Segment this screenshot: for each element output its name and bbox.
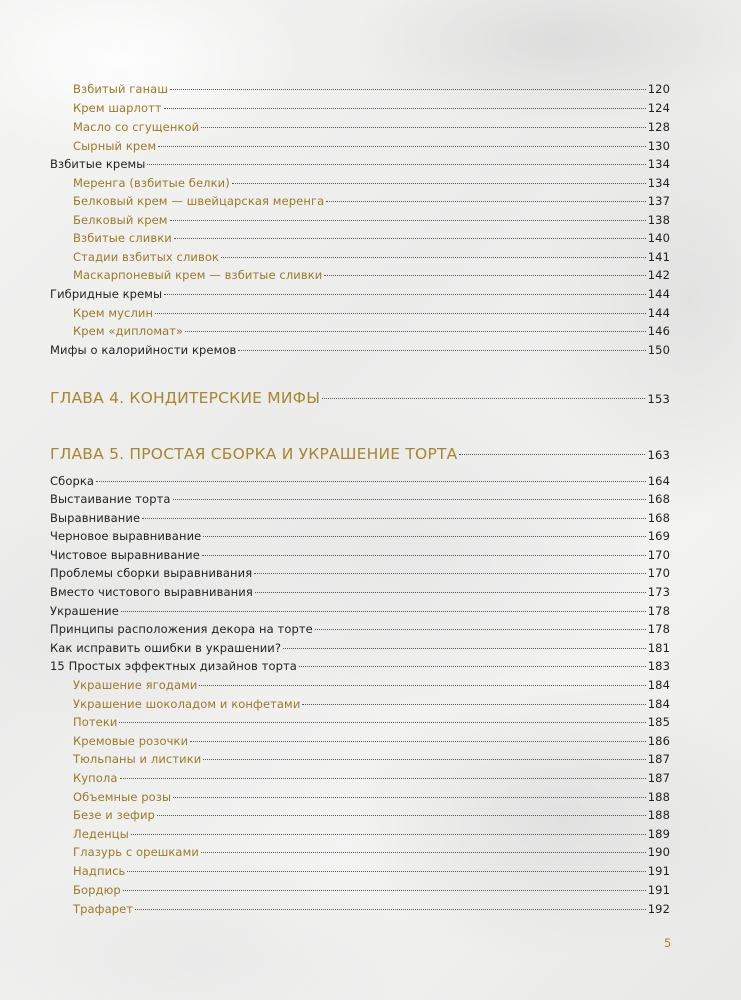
- toc-entry[interactable]: [50, 659, 670, 674]
- toc-entry-title: Надпись: [73, 864, 126, 878]
- toc-entry-page: 164: [647, 474, 670, 488]
- toc-entry-page: 184: [647, 678, 670, 692]
- chapter-5-heading[interactable]: [50, 445, 670, 463]
- dot-leader: [170, 89, 646, 90]
- toc-entry-page: 170: [647, 566, 670, 580]
- toc-entry-page: 124: [647, 101, 670, 115]
- toc-entry-page: 191: [647, 864, 670, 878]
- dot-leader: [185, 331, 646, 332]
- toc-entry-title: Чистовое выравнивание: [50, 548, 200, 562]
- toc-entry-page: 137: [647, 194, 670, 208]
- toc-entry[interactable]: [73, 790, 670, 805]
- dot-leader: [147, 164, 645, 165]
- toc-entry-page: 170: [647, 548, 670, 562]
- toc-entry-title: Кремовые розочки: [73, 734, 189, 748]
- toc-entry-title: Выстаивание торта: [50, 492, 171, 506]
- toc-entry-page: 134: [647, 176, 670, 190]
- dot-leader: [120, 778, 646, 779]
- toc-entry[interactable]: [73, 808, 670, 823]
- dot-leader: [158, 146, 646, 147]
- dot-leader: [255, 592, 646, 593]
- toc-entry-title: Мифы о калорийности кремов: [50, 343, 237, 357]
- toc-entry-page: 120: [647, 82, 670, 96]
- toc-entry-page: 191: [647, 883, 670, 897]
- toc-entry-title: Крем «дипломат»: [73, 324, 184, 338]
- toc-entry[interactable]: [50, 604, 670, 619]
- toc-entry-page: 186: [647, 734, 670, 748]
- toc-entry[interactable]: [73, 715, 670, 730]
- dot-leader: [283, 648, 646, 649]
- toc-entry-calorie-myths[interactable]: [50, 343, 670, 358]
- toc-entry[interactable]: [73, 827, 670, 842]
- toc-entry-hybrid-creams[interactable]: [50, 287, 670, 302]
- toc-entry-title: Выравнивание: [50, 511, 141, 525]
- toc-entry-title: Глазурь с орешками: [73, 845, 199, 859]
- chapter-title: ГЛАВА 4. КОНДИТЕРСКИЕ МИФЫ: [50, 389, 321, 407]
- toc-entry[interactable]: [73, 864, 670, 879]
- dot-leader: [119, 722, 645, 723]
- dot-leader: [202, 555, 646, 556]
- dot-leader: [203, 759, 645, 760]
- toc-entry[interactable]: [50, 511, 670, 526]
- toc-entry-page: 173: [647, 585, 670, 599]
- toc-entry-page: 169: [647, 529, 670, 543]
- dot-leader: [221, 257, 646, 258]
- toc-entry[interactable]: [73, 678, 670, 693]
- toc-entry-page: 192: [647, 902, 670, 916]
- toc-entry[interactable]: [50, 492, 670, 507]
- toc-entry-page: 183: [647, 659, 670, 673]
- toc-entry-page: 150: [647, 343, 670, 357]
- chapter-title: ГЛАВА 5. ПРОСТАЯ СБОРКА И УКРАШЕНИЕ ТОРТА: [50, 445, 458, 463]
- dot-leader: [170, 220, 646, 221]
- toc-entry-title: Украшение: [50, 604, 119, 618]
- toc-entry[interactable]: [50, 566, 670, 581]
- toc-entry[interactable]: [73, 194, 670, 209]
- toc-entry-title: Безе и зефир: [73, 808, 155, 822]
- toc-entry-page: 190: [647, 845, 670, 859]
- toc-entry[interactable]: [50, 585, 670, 600]
- dot-leader: [302, 704, 645, 705]
- dot-leader: [164, 294, 646, 295]
- toc-entry[interactable]: [73, 306, 670, 321]
- toc-entry-page: 168: [647, 511, 670, 525]
- toc-entry[interactable]: [73, 101, 670, 116]
- toc-entry[interactable]: [50, 529, 670, 544]
- dot-leader: [232, 183, 646, 184]
- dot-leader: [174, 238, 646, 239]
- dot-leader: [190, 741, 646, 742]
- toc-entry[interactable]: [73, 231, 670, 246]
- toc-entry-page: 141: [647, 250, 670, 264]
- dot-leader: [155, 313, 646, 314]
- toc-entry[interactable]: [50, 548, 670, 563]
- toc-entry-title: Крем шарлотт: [73, 101, 162, 115]
- dot-leader: [315, 629, 646, 630]
- dot-leader: [324, 275, 645, 276]
- dot-leader: [199, 685, 645, 686]
- toc-entry[interactable]: [73, 120, 670, 135]
- toc-entry-title: Украшение ягодами: [73, 678, 198, 692]
- toc-entry-page: 178: [647, 622, 670, 636]
- toc-entry-page: 184: [647, 697, 670, 711]
- dot-leader: [201, 127, 646, 128]
- toc-entry-title: Взбитые кремы: [50, 157, 146, 171]
- dot-leader: [254, 573, 646, 574]
- toc-entry-page: 188: [647, 790, 670, 804]
- toc-entry-title: Крем муслин: [73, 306, 154, 320]
- toc-entry-title: Бордюр: [73, 883, 121, 897]
- dot-leader: [135, 909, 646, 910]
- toc-entry[interactable]: [50, 622, 670, 637]
- dot-leader: [173, 797, 646, 798]
- toc-entry-title: Сырный крем: [73, 139, 157, 153]
- dot-leader: [459, 454, 645, 455]
- toc-entry-title: Купола: [73, 771, 118, 785]
- toc-entry-page: 128: [647, 120, 670, 134]
- toc-entry-title: Как исправить ошибки в украшении?: [50, 641, 282, 655]
- toc-entry-title: Белковый крем: [73, 213, 168, 227]
- dot-leader: [164, 108, 646, 109]
- chapter-page: 163: [647, 448, 670, 462]
- toc-entry-page: 185: [647, 715, 670, 729]
- dot-leader: [131, 834, 646, 835]
- toc-entry-page: 188: [647, 808, 670, 822]
- toc-entry-page: 144: [647, 287, 670, 301]
- dot-leader: [157, 815, 646, 816]
- toc-entry-title: 15 Простых эффектных дизайнов торта: [50, 659, 297, 673]
- toc-entry[interactable]: [73, 697, 670, 712]
- toc-entry-page: 142: [647, 268, 670, 282]
- dot-leader: [299, 666, 646, 667]
- dot-leader: [203, 536, 645, 537]
- toc-entry[interactable]: [73, 213, 670, 228]
- toc-entry-title: Сборка: [50, 474, 95, 488]
- dot-leader: [123, 890, 646, 891]
- toc-entry-page: 144: [647, 306, 670, 320]
- toc-entry-title: Вместо чистового выравнивания: [50, 585, 253, 599]
- toc-entry[interactable]: [50, 474, 670, 489]
- toc-entry-page: 187: [647, 752, 670, 766]
- chapter-4-heading[interactable]: [50, 389, 670, 407]
- dot-leader: [326, 201, 646, 202]
- dot-leader: [121, 611, 646, 612]
- toc-entry[interactable]: [73, 176, 670, 191]
- toc-entry-title: Меренга (взбитые белки): [73, 176, 230, 190]
- toc-entry-whipped-creams[interactable]: [50, 157, 670, 172]
- dot-leader: [142, 518, 646, 519]
- dot-leader: [201, 852, 646, 853]
- toc-entry-page: 146: [647, 324, 670, 338]
- toc-entry[interactable]: [73, 771, 670, 786]
- toc-entry-title: Масло со сгущенкой: [73, 120, 200, 134]
- toc-entry-title: Тюльпаны и листики: [73, 752, 202, 766]
- toc-entry-title: Черновое выравнивание: [50, 529, 202, 543]
- toc-entry-title: Потеки: [73, 715, 118, 729]
- toc-entry-page: 181: [647, 641, 670, 655]
- toc-entry[interactable]: [50, 641, 670, 656]
- dot-leader: [238, 350, 645, 351]
- toc-entry-title: Гибридные кремы: [50, 287, 163, 301]
- toc-entry-title: Взбитые сливки: [73, 231, 172, 245]
- toc-entry[interactable]: [73, 902, 670, 917]
- toc-entry-title: Украшение шоколадом и конфетами: [73, 697, 301, 711]
- toc-entry-page: 168: [647, 492, 670, 506]
- dot-leader: [322, 398, 645, 399]
- toc-entry[interactable]: [73, 845, 670, 860]
- toc-entry-title: Объемные розы: [73, 790, 172, 804]
- toc-entry[interactable]: [73, 250, 670, 265]
- toc-entry-title: Леденцы: [73, 827, 129, 841]
- dot-leader: [127, 871, 645, 872]
- toc-entry[interactable]: [73, 883, 670, 898]
- toc-entry-page: 178: [647, 604, 670, 618]
- toc-entry-title: Взбитый ганаш: [73, 82, 168, 96]
- toc-entry[interactable]: [73, 752, 670, 767]
- toc-entry[interactable]: [73, 82, 670, 97]
- toc-entry-page: 189: [647, 827, 670, 841]
- toc-entry-page: 187: [647, 771, 670, 785]
- toc-entry-title: Стадии взбитых сливок: [73, 250, 220, 264]
- toc-entry-title: Принципы расположения декора на торте: [50, 622, 313, 636]
- toc-entry-page: 138: [647, 213, 670, 227]
- dot-leader: [96, 481, 646, 482]
- chapter-page: 153: [647, 392, 670, 406]
- toc-entry-title: Маскарпоневый крем — взбитые сливки: [73, 268, 323, 282]
- toc-entry-page: 130: [647, 139, 670, 153]
- toc-entry[interactable]: [73, 734, 670, 749]
- dot-leader: [173, 499, 646, 500]
- toc-entry[interactable]: [73, 268, 670, 283]
- toc-entry-title: Трафарет: [73, 902, 134, 916]
- toc-entry-title: Проблемы сборки выравнивания: [50, 566, 253, 580]
- toc-entry-page: 140: [647, 231, 670, 245]
- toc-entry[interactable]: [73, 139, 670, 154]
- page-number: 5: [664, 936, 672, 950]
- toc-entry[interactable]: [73, 324, 670, 339]
- toc-entry-page: 134: [647, 157, 670, 171]
- toc-entry-title: Белковый крем — швейцарская меренга: [73, 194, 325, 208]
